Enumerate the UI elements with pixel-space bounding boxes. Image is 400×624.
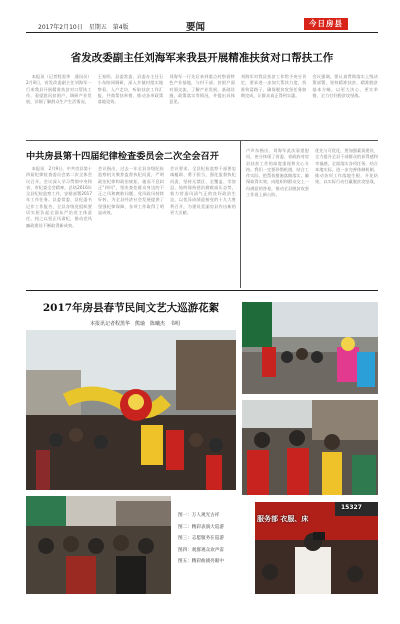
photo-crowd bbox=[26, 496, 171, 594]
article2-title: 中共房县第十四届纪律检查委员会二次全会召开 bbox=[26, 151, 219, 162]
masthead-logo: 今日房县 bbox=[304, 18, 348, 30]
photo-volunteers bbox=[242, 400, 378, 495]
article2-body-left bbox=[26, 166, 236, 286]
photo-shop-spectators bbox=[255, 502, 378, 594]
section-title: 要闻 bbox=[186, 22, 206, 33]
photo-feature-byline: 本报讯记者程黑华 熊瑜 陈曦杰 书明 bbox=[90, 321, 181, 327]
divider bbox=[26, 140, 378, 141]
text-column: 优先与可优化，要加强素质建设，全力提升全县干部群众的获得感和幸福感，全面落实各项任务，结合本地实际，进一步完善体制机制，推动各项工作落地生根、开花结果，以实际行动打赢脱贫攻坚战。 bbox=[315, 148, 378, 185]
text-column: 会议强调，要认真贯彻落实上级决策部署，坚持精准扶贫、精准脱贫基本方略，以更大决心、更实举措，全力打好脱贫攻坚战。 bbox=[312, 74, 378, 98]
article1-body bbox=[26, 74, 378, 134]
caption-3: 图三：志愿服务在巡游 bbox=[178, 536, 224, 541]
section-rule bbox=[26, 290, 378, 291]
photo-dragon-parade bbox=[26, 330, 236, 490]
photo-captions bbox=[178, 510, 248, 568]
caption-5: 图五：精彩曲剧亮眼中 bbox=[178, 559, 224, 564]
article1-title: 省发改委副主任刘海军来我县开展精准扶贫对口帮扶工作 bbox=[70, 52, 334, 64]
caption-1: 图一：万人观光古祥 bbox=[178, 513, 220, 518]
photo-feature-title: 2017年房县春节民间文艺大巡游花絮 bbox=[42, 302, 220, 314]
issue-date: 2017年2月10日 星期五 第4版 bbox=[38, 24, 129, 31]
text-column: 卢声东指出，刘海军此次看望慰问，充分体现了省委、省政府对房县扶贫工作的高度重视和关心支持。我们一定要珍惜机遇，结合工作实际，把帮扶措施落细落实，确保取得实效，向组织和群众交上一份满意的答卷，推动全县脱贫攻坚工作再上新台阶。 bbox=[246, 148, 309, 198]
text-column: 会议指出，过去一年全县各级纪检监察机关聚焦监督执纪问责，严明政治纪律和政治规矩，驰而不息纠正"四风"，坚决查处群众身边的不正之风和腐败问题，党风政风持续好转，为全县经济社会发展提供了坚强纪律保障，各项工作取得了明显成效。 bbox=[98, 166, 164, 216]
text-column: 会议要求，全县纪检监察干部要忠诚履职、勇于担当，强化监督执纪问责，坚持无禁区、全覆盖、零容忍，始终保持惩治腐败高压态势，着力营造风清气正的良好政治生态，以优异成绩迎接党的十九大胜利召开，为建设美丽房县作出新的更大贡献。 bbox=[170, 166, 236, 216]
text-column: 王家明、县委常委、县委办主任石小东陪同调研，深入乡镇村组实地察看，入户走访，听取扶贫工作汇报，共商帮扶举措，推动各项政策落地见效。 bbox=[97, 74, 164, 105]
text-column: 本报讯（记者程黑华 通讯员）2月8日，省发改委副主任刘海军一行来我县开展精准扶贫对口帮扶工作，看望慰问贫困户，调研产业发展，详细了解群众生产生活情况。 bbox=[26, 74, 92, 105]
caption-2: 图二：精彩表演大巡游 bbox=[178, 524, 224, 530]
text-column: 刘海军对我县扶贫工作给予充分肯定，要求进一步加大帮扶力度，找准致富路子，确保脱贫攻坚任务如期完成，让群众真正得到实惠。 bbox=[240, 74, 307, 98]
caption-4: 图四：观群观众欢声雷 bbox=[178, 547, 224, 553]
text-column: 本报讯 2月9日，中共房县第十四届纪律检查委员会第二次全体会议召开。会议深入学习贯彻中央和省、市纪委全会精神，总结2016年全县纪检监察工作，安排部署2017年工作任务。县委常委、县纪委书记作工作报告，全县各级党组织要切实担负起全面从严治党主体责任，持之以恒正风肃纪，推动党风廉政建设不断取得新成效。 bbox=[26, 166, 92, 228]
column-divider bbox=[240, 140, 241, 288]
header-rule bbox=[26, 32, 378, 33]
article-body-right bbox=[246, 148, 378, 286]
shop-phone-text: 15327 bbox=[341, 504, 362, 511]
shop-sign-text: 服务部 衣服、床 bbox=[257, 515, 309, 523]
text-column: 刘海军一行先后来到重点村察看特色产业基地，与村干部、贫困户面对面交流，了解产业发展、基础设施、政策落实等情况，并提出具体意见。 bbox=[169, 74, 235, 105]
photo-street-performers bbox=[242, 302, 378, 394]
